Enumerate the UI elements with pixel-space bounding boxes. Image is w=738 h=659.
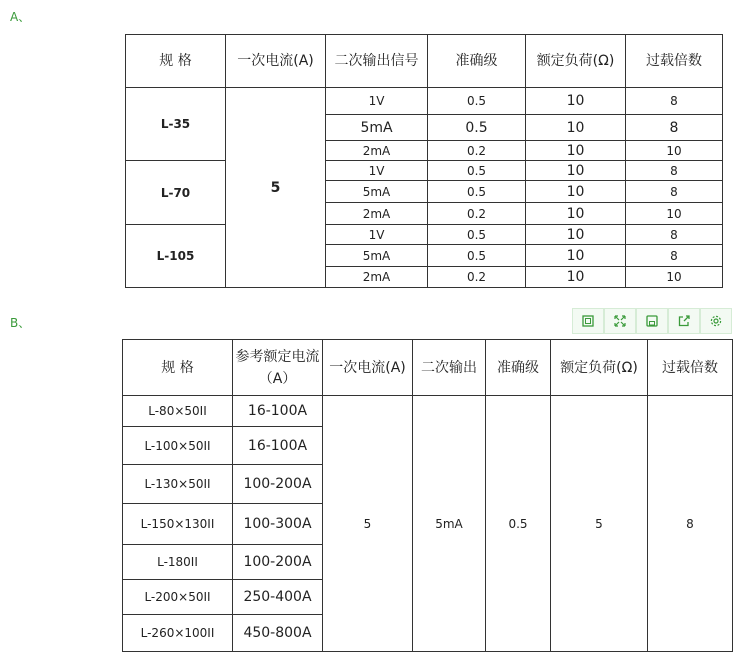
- model-cell: L-180II: [123, 545, 233, 580]
- header-spec: 规 格: [123, 340, 233, 396]
- overload-cell: 8: [626, 161, 723, 181]
- signal-cell: 1V: [326, 225, 428, 245]
- rated-current-cell: 100-200A: [233, 545, 323, 580]
- load-cell: 10: [526, 267, 626, 288]
- header-rated-load: 额定负荷(Ω): [551, 340, 648, 396]
- rated-load-cell: 5: [551, 396, 648, 652]
- load-cell: 10: [526, 88, 626, 115]
- rated-current-cell: 250-400A: [233, 580, 323, 615]
- header-rated-current: 参考额定电流（A）: [233, 340, 323, 396]
- save-icon[interactable]: [636, 308, 668, 334]
- accuracy-cell: 0.2: [428, 141, 526, 161]
- primary-current-cell: 5: [226, 88, 326, 288]
- header-primary-current: 一次电流(A): [226, 35, 326, 88]
- accuracy-cell: 0.2: [428, 203, 526, 225]
- load-cell: 10: [526, 141, 626, 161]
- signal-cell: 2mA: [326, 203, 428, 225]
- load-cell: 10: [526, 161, 626, 181]
- rated-current-cell: 16-100A: [233, 396, 323, 427]
- model-cell: L-260×100II: [123, 615, 233, 652]
- model-cell: L-35: [126, 88, 226, 161]
- model-cell: L-105: [126, 225, 226, 288]
- header-secondary-signal: 二次输出信号: [326, 35, 428, 88]
- header-accuracy: 准确级: [486, 340, 551, 396]
- accuracy-cell: 0.5: [428, 181, 526, 203]
- accuracy-cell: 0.5: [428, 115, 526, 141]
- signal-cell: 1V: [326, 88, 428, 115]
- header-secondary-output: 二次输出: [413, 340, 486, 396]
- header-rated-load: 额定负荷(Ω): [526, 35, 626, 88]
- secondary-output-cell: 5mA: [413, 396, 486, 652]
- accuracy-cell: 0.5: [428, 225, 526, 245]
- overload-cell: 10: [626, 203, 723, 225]
- accuracy-cell: 0.5: [428, 161, 526, 181]
- overload-cell: 10: [626, 267, 723, 288]
- signal-cell: 5mA: [326, 115, 428, 141]
- load-cell: 10: [526, 181, 626, 203]
- load-cell: 10: [526, 203, 626, 225]
- model-cell: L-150×130II: [123, 504, 233, 545]
- rated-current-cell: 16-100A: [233, 427, 323, 465]
- model-cell: L-200×50II: [123, 580, 233, 615]
- overload-cell: 8: [626, 181, 723, 203]
- overload-cell: 8: [626, 225, 723, 245]
- load-cell: 10: [526, 225, 626, 245]
- rated-current-cell: 450-800A: [233, 615, 323, 652]
- frame-icon[interactable]: [572, 308, 604, 334]
- expand-icon[interactable]: [604, 308, 636, 334]
- spec-table-a: [125, 34, 723, 288]
- spec-table-b: [122, 339, 733, 652]
- model-cell: L-130×50II: [123, 465, 233, 504]
- overload-cell: 8: [626, 88, 723, 115]
- header-spec: 规 格: [126, 35, 226, 88]
- signal-cell: 2mA: [326, 141, 428, 161]
- gear-icon[interactable]: [700, 308, 732, 334]
- rated-current-cell: 100-200A: [233, 465, 323, 504]
- header-primary-current: 一次电流(A): [323, 340, 413, 396]
- model-cell: L-100×50II: [123, 427, 233, 465]
- overload-cell: 8: [626, 245, 723, 267]
- signal-cell: 5mA: [326, 245, 428, 267]
- section-a-label: A、: [10, 10, 31, 24]
- model-cell: L-80×50II: [123, 396, 233, 427]
- accuracy-cell: 0.5: [428, 245, 526, 267]
- accuracy-cell: 0.5: [428, 88, 526, 115]
- overload-cell: 8: [626, 115, 723, 141]
- section-b-label: B、: [10, 316, 31, 330]
- overload-cell: 10: [626, 141, 723, 161]
- signal-cell: 2mA: [326, 267, 428, 288]
- accuracy-cell: 0.2: [428, 267, 526, 288]
- primary-current-cell: 5: [323, 396, 413, 652]
- signal-cell: 1V: [326, 161, 428, 181]
- header-accuracy: 准确级: [428, 35, 526, 88]
- share-icon[interactable]: [668, 308, 700, 334]
- accuracy-cell: 0.5: [486, 396, 551, 652]
- load-cell: 10: [526, 115, 626, 141]
- signal-cell: 5mA: [326, 181, 428, 203]
- header-overload: 过载倍数: [626, 35, 723, 88]
- header-overload: 过载倍数: [648, 340, 733, 396]
- model-cell: L-70: [126, 161, 226, 225]
- load-cell: 10: [526, 245, 626, 267]
- overload-cell: 8: [648, 396, 733, 652]
- rated-current-cell: 100-300A: [233, 504, 323, 545]
- image-toolbar: [572, 308, 732, 334]
